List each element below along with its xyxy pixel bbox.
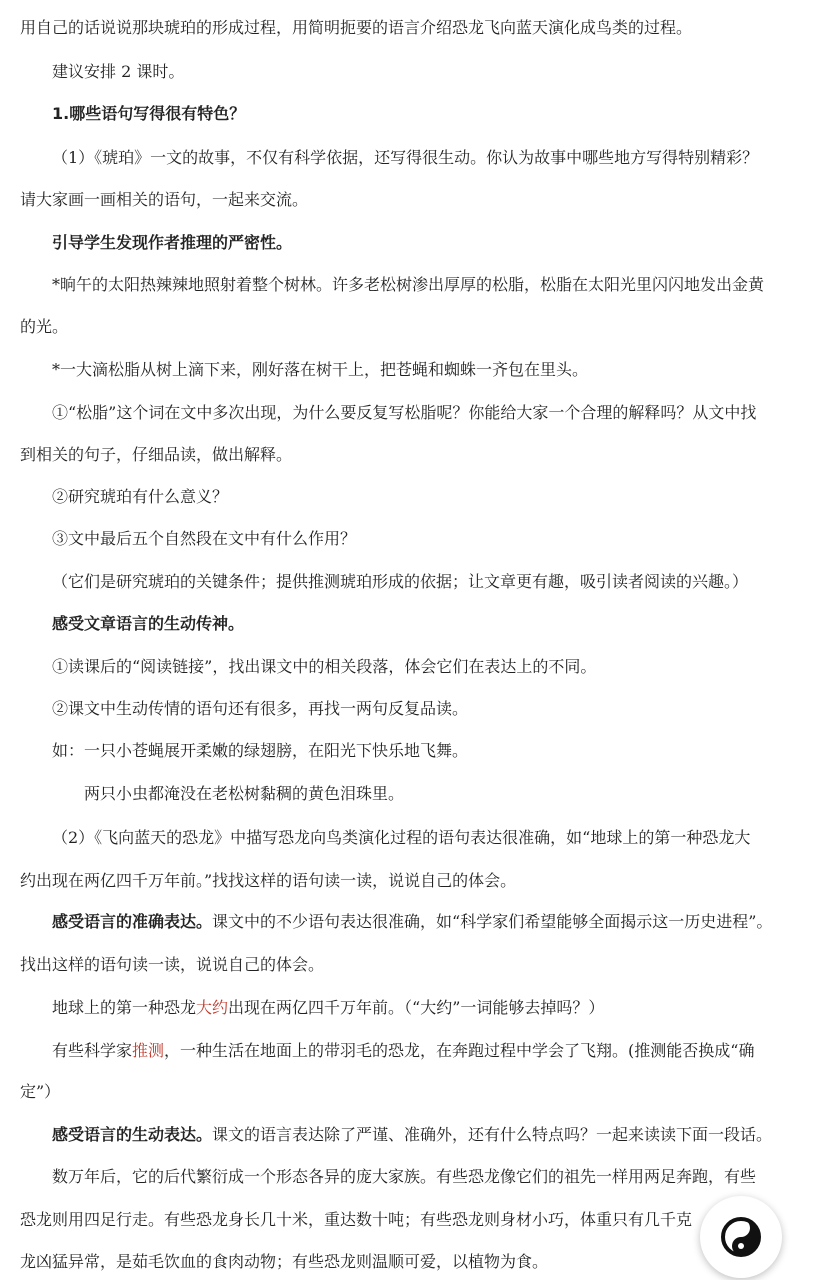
line-21: 约出现在两亿四千万年前。”找找这样的语句读一读，说说自己的体会。: [20, 871, 517, 890]
line-2: 建议安排 2 课时。: [52, 62, 185, 81]
floating-action-button[interactable]: [700, 1196, 782, 1278]
eye-logo-icon: [719, 1215, 763, 1259]
line-10: ①“松脂”这个词在文中多次出现，为什么要反复写松脂呢？你能给大家一个合理的解释吗？从文中找: [52, 403, 757, 422]
line-4: （1）《琥珀》一文的故事，不仅有科学依据，还写得很生动。你认为故事中哪些地方写得特别精彩？: [52, 148, 759, 167]
line-29: 恐龙则用四足行走。有些恐龙身长几十米，重达数十吨；有些恐龙则身材小巧，体重只有几千克: [20, 1210, 693, 1229]
line-5: 请大家画一画相关的语句，一起来交流。: [20, 190, 309, 209]
line-7: *晌午的太阳热辣辣地照射着整个树林。许多老松树渗出厚厚的松脂，松脂在太阳光里闪闪地发出金黄: [52, 275, 765, 294]
line-19: 两只小虫都淹没在老松树黏稠的黄色泪珠里。: [84, 784, 405, 803]
line-25-part-2: ，一种生活在地面上的带羽毛的恐龙，在奔跑过程中学会了飞翔。(推测能否换成“确: [164, 1041, 755, 1060]
heading-2: 引导学生发现作者推理的严密性。: [52, 233, 293, 252]
line-12: ②研究琥珀有什么意义？: [52, 487, 229, 506]
heading-3: 感受文章语言的生动传神。: [52, 614, 245, 633]
line-24-part-2: 出现在两亿四千万年前。（“大约”一词能够去掉吗？）: [228, 998, 605, 1017]
line-23: 找出这样的语句读一读，说说自己的体会。: [20, 955, 325, 974]
line-1: 用自己的话说说那块琥珀的形成过程，用简明扼要的语言介绍恐龙飞向蓝天演化成鸟类的过程。: [20, 18, 693, 37]
line-30: 龙凶猛异常，是茹毛饮血的食肉动物；有些恐龙则温顺可爱，以植物为食。: [20, 1252, 549, 1271]
line-28: 数万年后，它的后代繁衍成一个形态各异的庞大家族。有些恐龙像它们的祖先一样用两足奔跑，有些: [52, 1167, 757, 1186]
line-22-text: 课文中的不少语句表达很准确，如“科学家们希望能够全面揭示这一历史进程”。: [212, 912, 773, 931]
highlight-tuice: 推测: [132, 1041, 165, 1060]
line-22: [52, 912, 796, 932]
line-9: *一大滴松脂从树上滴下来，刚好落在树干上，把苍蝇和蜘蛛一齐包在里头。: [52, 360, 589, 379]
line-11: 到相关的句子，仔细品读，做出解释。: [20, 445, 293, 464]
highlight-dayue: 大约: [196, 998, 229, 1017]
line-8: 的光。: [20, 317, 69, 336]
line-24-part-1: 地球上的第一种恐龙: [52, 998, 197, 1017]
line-17: ②课文中生动传情的语句还有很多，再找一两句反复品读。: [52, 699, 469, 718]
heading-5: 感受语言的生动表达。: [52, 1125, 213, 1144]
line-24: [52, 998, 796, 1018]
heading-1: 1.哪些语句写得很有特色？: [52, 104, 246, 123]
line-25: [52, 1041, 796, 1061]
line-26: 定”）: [20, 1082, 61, 1101]
line-16: ①读课后的“阅读链接”，找出课文中的相关段落，体会它们在表达上的不同。: [52, 657, 597, 676]
heading-4: 感受语言的准确表达。: [52, 912, 213, 931]
line-18: 如：一只小苍蝇展开柔嫩的绿翅膀，在阳光下快乐地飞舞。: [52, 741, 469, 760]
line-14: （它们是研究琥珀的关键条件；提供推测琥珀形成的依据；让文章更有趣，吸引读者阅读的兴趣。）: [52, 572, 749, 591]
line-13: ③文中最后五个自然段在文中有什么作用？: [52, 529, 357, 548]
line-25-part-1: 有些科学家: [52, 1041, 133, 1060]
line-27-text: 课文的语言表达除了严谨、准确外，还有什么特点吗？一起来读读下面一段话。: [212, 1125, 773, 1144]
line-27: [52, 1125, 796, 1145]
line-20: （2）《飞向蓝天的恐龙》中描写恐龙向鸟类演化过程的语句表达很准确，如“地球上的第一种恐龙大: [52, 828, 751, 847]
